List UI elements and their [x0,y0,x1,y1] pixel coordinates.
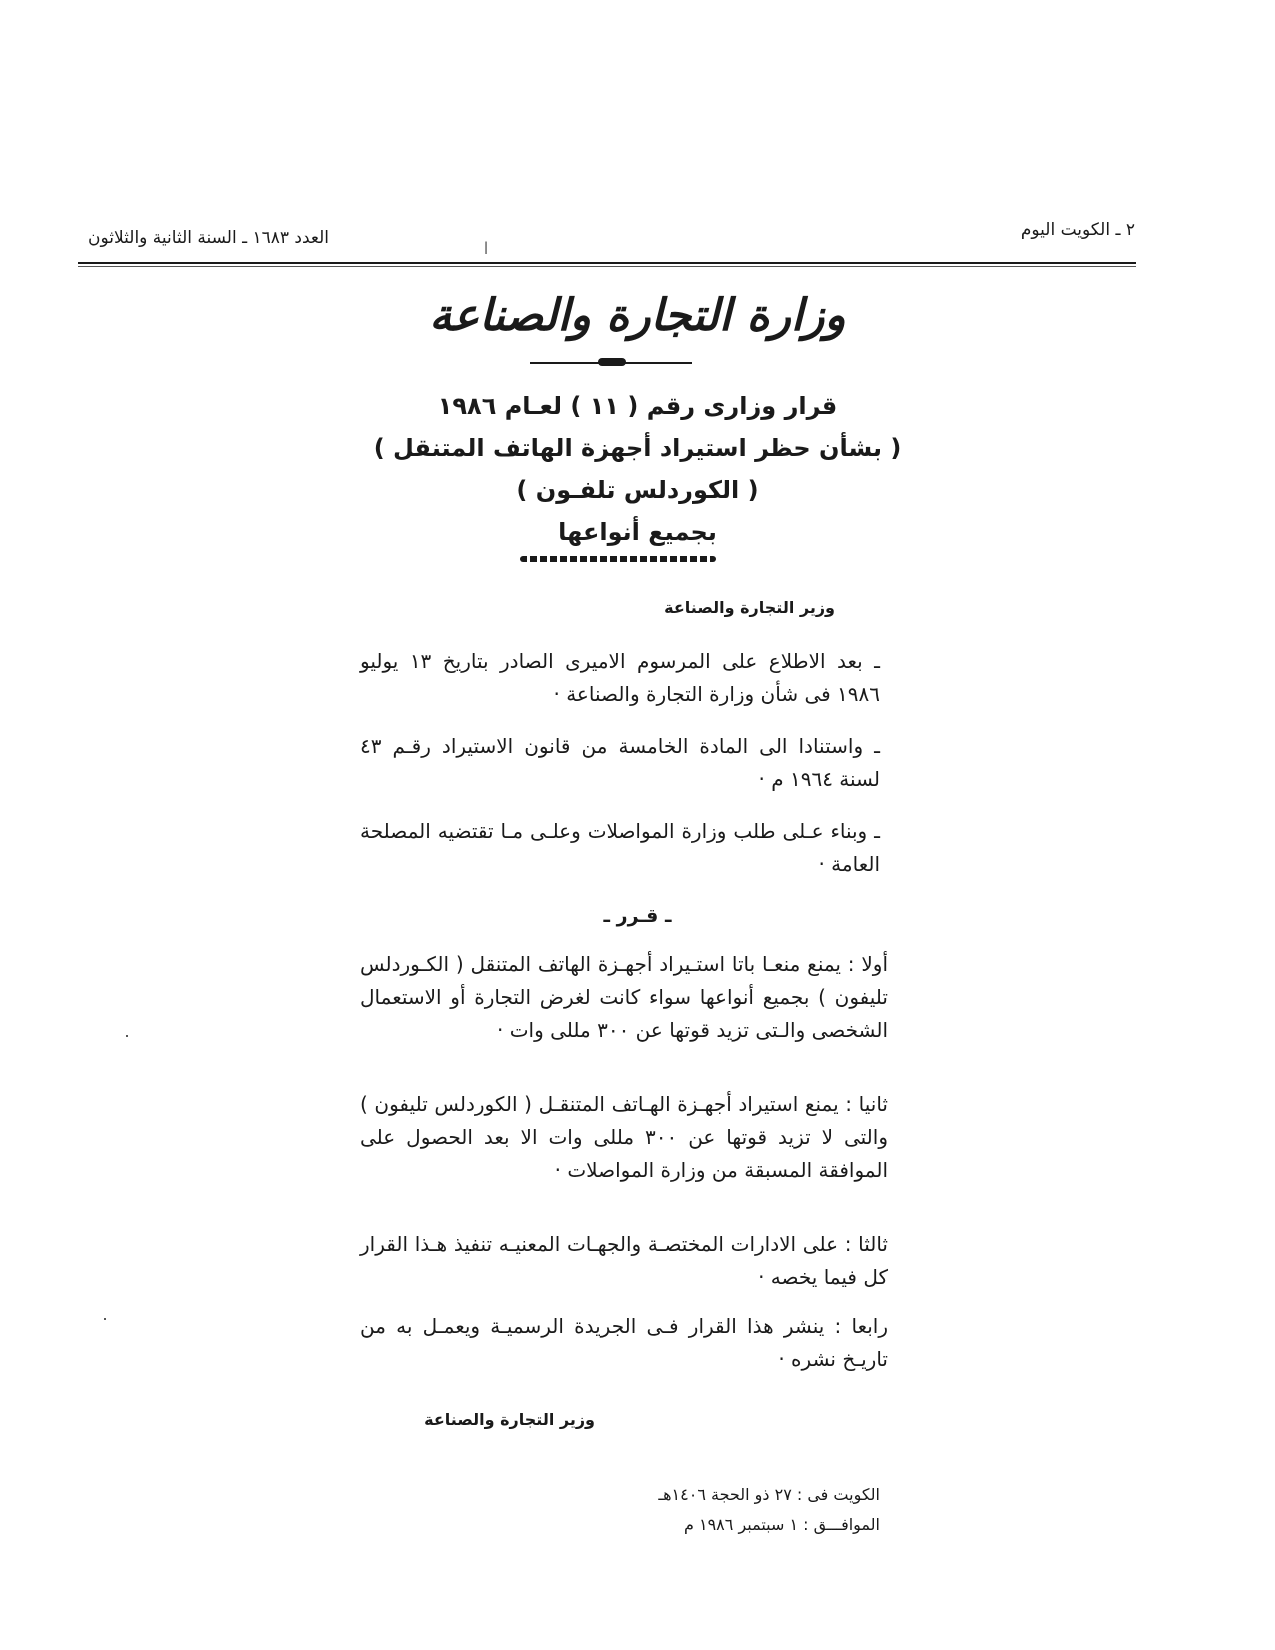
article-paragraph: ثالثا : على الادارات المختصـة والجهـات المعنيـه تنفيذ هـذا القرار كل فيما يخصه · [360,1232,888,1289]
preamble-paragraph: ـ وبناء عـلى طلب وزارة المواصلات وعلـى مـا تقتضيه المصلحة العامة · [360,819,880,876]
preamble-paragraph: ـ واستنادا الى المادة الخامسة من قانون الاستيراد رقـم ٤٣ لسنة ١٩٦٤ م · [360,734,880,791]
article-paragraph: رابعا : ينشر هذا القرار فـى الجريدة الرسميـة ويعمـل به من تاريـخ نشره · [360,1314,888,1371]
decree-subject-line: بجميع أنواعها [558,518,717,546]
date-gregorian: الموافـــق : ١ سبتمبر ١٩٨٦ م [683,1515,880,1534]
page-header-left: العدد ١٦٨٣ ـ السنة الثانية والثلاثون [88,228,330,248]
decided-heading: ـ قـرر ـ [603,905,672,927]
header-tick-mark: | [484,240,489,254]
scan-speck [126,1035,128,1037]
decree-subject-line: ( بشأن حظر استيراد أجهزة الهاتف المتنقل ) [373,434,902,462]
header-rule [78,262,1136,264]
ministry-title: وزارة التجارة والصناعة [429,290,846,341]
page-header-right: ٢ ـ الكويت اليوم [1020,220,1135,240]
signature-line: وزير التجارة والصناعة [424,1410,595,1429]
decree-title-line: قرار وزارى رقم ( ١١ ) لعـام ١٩٨٦ [437,392,838,420]
article-paragraph: أولا : يمنع منعـا باتا استـيراد أجهـزة الهاتف المتنقل ( الكـوردلس تليفون ) بجميع أنواعها سواء كانت لغرض التجارة أو الاستعمال الشخصى والـتى تزيد قوتها عن ٣٠٠ مللى وات · [360,952,888,1042]
decree-title-block [0,385,1275,553]
decree-subject-line: ( الكوردلس تلفـون ) [516,476,759,504]
scan-speck [104,1318,106,1320]
article-paragraph: ثانيا : يمنع استيراد أجهـزة الهـاتف المتنقـل ( الكوردلس تليفون ) والتى لا تزيد قوتها عن ٣٠٠ مللى وات الا بعد الحصول على الموافقة المسبقة من وزارة المواصلات · [360,1092,888,1182]
date-hijri: الكويت فى : ٢٧ ذو الحجة ١٤٠٦هـ [658,1485,880,1504]
ornament-divider-braided [520,556,716,562]
minister-heading: وزير التجارة والصناعة [664,598,835,617]
ornament-divider-center [598,358,626,366]
header-rule-secondary [78,266,1136,267]
preamble-paragraph: ـ بعد الاطلاع على المرسوم الاميرى الصادر بتاريخ ١٣ يوليو ١٩٨٦ فى شأن وزارة التجارة والصناعة · [360,649,880,706]
